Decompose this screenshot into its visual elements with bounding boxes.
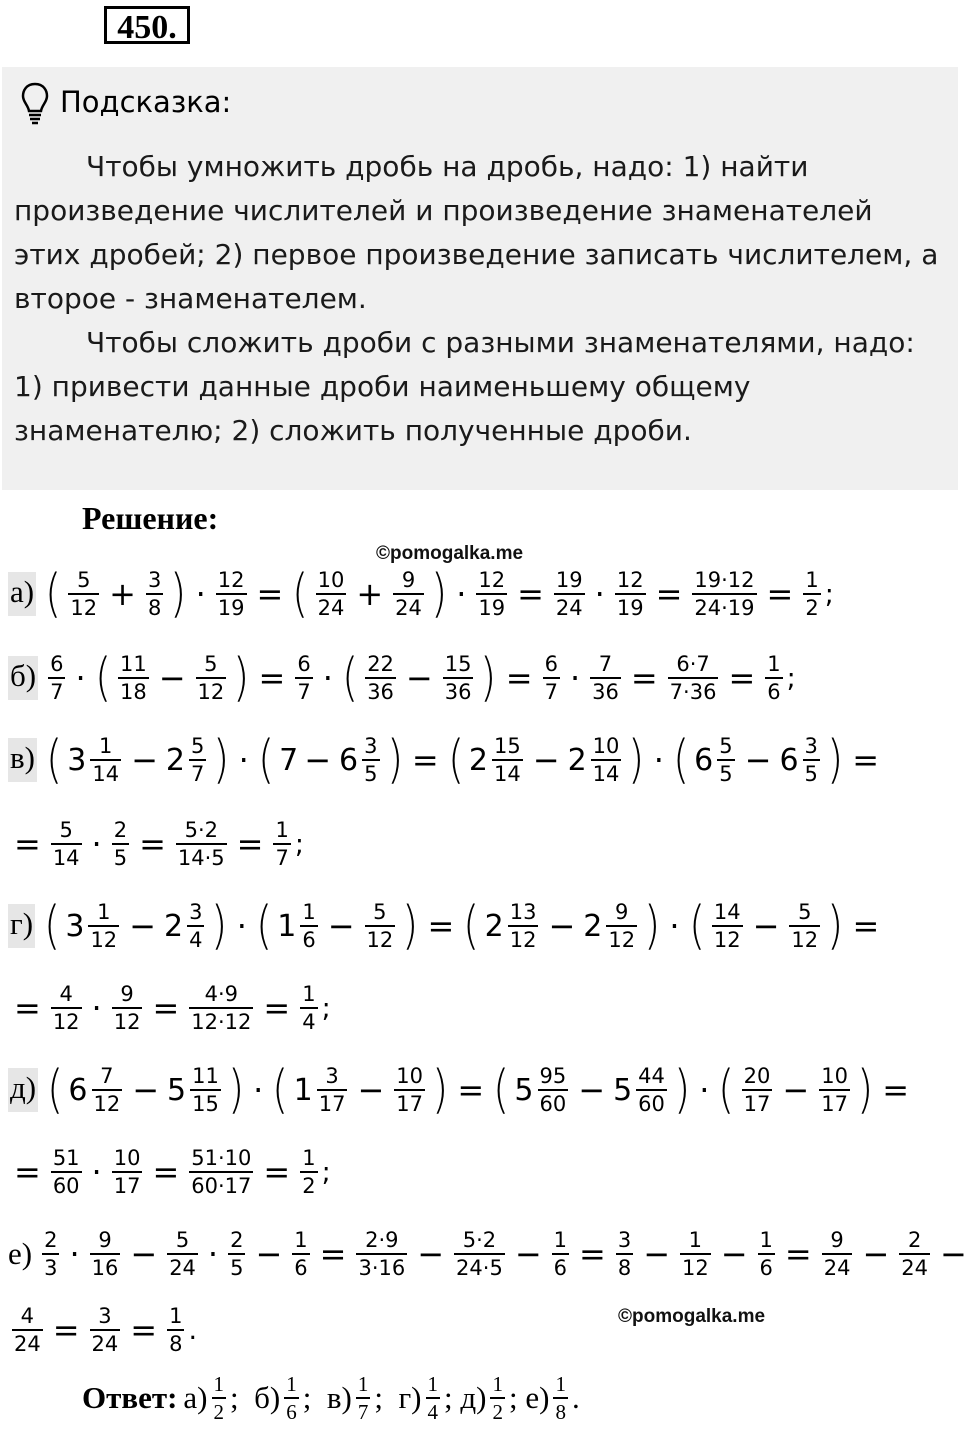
fraction: 13 12 [509, 900, 537, 952]
answer-label: б) [254, 1380, 281, 1415]
watermark: ©pomogalka.me [376, 543, 524, 564]
fraction: $\frac{3}{8}$ [147, 568, 162, 620]
fraction: $\frac{10}{17}$ [821, 1064, 848, 1116]
fraction: $\frac{2}{5}$ [113, 818, 128, 870]
fraction: 1 14 [92, 734, 120, 786]
line-v-2: = $\frac{5}{14}$ · $\frac{2}{5}$ = $\frac{5\cdot 2}{14\cdot 5}$ = $\frac{1}{7}$ ; [14, 818, 304, 870]
fraction: 15 14 [494, 734, 521, 786]
label-b: б) [8, 656, 38, 700]
fraction: $\frac{9}{12}$ [113, 982, 141, 1034]
fraction: 1 6 [286, 1372, 297, 1424]
fraction: 11 18 [119, 652, 147, 704]
fraction: $\frac{1}{7}$ [275, 818, 289, 870]
answer-label: а) [183, 1380, 208, 1415]
fraction: 20 17 [743, 1064, 771, 1116]
fraction: $\frac{1}{4}$ [302, 982, 316, 1034]
hint-box [2, 67, 958, 490]
fraction: $\frac{1}{6}$ [294, 1228, 308, 1280]
fraction: $\frac{19}{24}$ [555, 568, 583, 620]
fraction: 6 7 [50, 652, 64, 704]
fraction: $\frac{2\cdot 9}{3\cdot 16}$ [358, 1228, 406, 1280]
fraction: $\frac{5}{12}$ [366, 900, 394, 952]
fraction: $\frac{6}{7}$ [544, 652, 558, 704]
fraction: 1 7 [357, 1372, 369, 1424]
fraction: 10 24 [317, 568, 345, 620]
fraction: $\frac{2}{24}$ [901, 1228, 929, 1280]
fraction: $\frac{5}{12}$ [197, 652, 225, 704]
fraction: 1 4 [427, 1372, 438, 1424]
solution-title: Решение: [82, 500, 219, 536]
fraction: $\frac{1}{12}$ [682, 1228, 709, 1280]
line-d: д) ( 6 7 12 − 5 11 15 ) · ( 1 3 17 − $\frac{10}{17}$ ) = ( 5 95 60 − 5 44 60 ) · ( 20 17 − $\frac{10}{17}$ ) = [10, 1060, 910, 1120]
fraction: 2 5 [230, 1228, 244, 1280]
fraction: $\frac{15}{36}$ [444, 652, 472, 704]
fraction: $\frac{5\cdot 2}{24\cdot 5}$ [456, 1228, 503, 1280]
fraction: $\frac{1}{2}$ [302, 1146, 316, 1198]
fraction: 10 14 [592, 734, 620, 786]
fraction: $\frac{6}{7}$ [297, 652, 311, 704]
answer-title: Ответ: [82, 1380, 178, 1415]
fraction: 2 3 [44, 1228, 58, 1280]
line-v: в) ( 3 1 14 − 2 5 7 ) · ( 7 − 6 3 5 ) = ( 2 15 14 − 2 10 14 ) · ( 6 5 5 − 6 3 5 ) = [10, 730, 880, 790]
label-g: г) [8, 904, 35, 948]
fraction: $\frac{51}{60}$ [52, 1146, 80, 1198]
fraction: 3 5 [804, 734, 818, 786]
fraction: $\frac{4\cdot 9}{12\cdot 12}$ [191, 982, 252, 1034]
hint-paragraph: Чтобы умножить дробь на дробь, надо: 1) найти произведение числителей и произведение знаменателей этих дробей; 2) первое произведение записать числителем, а второе - знаменателем. [14, 150, 939, 315]
watermark-2: ©pomogalka.me [618, 1306, 766, 1327]
fraction: 7 12 [93, 1064, 121, 1116]
fraction: 44 60 [638, 1064, 665, 1116]
fraction: $\frac{9}{24}$ [395, 568, 422, 620]
fraction: 1 8 [555, 1372, 566, 1424]
fraction: $\frac{51\cdot 10}{60\cdot 17}$ [191, 1146, 252, 1198]
label-a: а) [8, 572, 36, 616]
fraction: $\frac{12}{19}$ [616, 568, 644, 620]
fraction: $\frac{10}{17}$ [396, 1064, 424, 1116]
fraction: 9 16 [91, 1228, 119, 1280]
answer-label: г) [398, 1380, 422, 1415]
fraction: 1 12 [90, 900, 118, 952]
fraction: 1 6 [302, 900, 316, 952]
fraction: $\frac{3}{24}$ [91, 1304, 119, 1356]
fraction: $\frac{5\cdot 2}{14\cdot 5}$ [177, 818, 225, 870]
line-e-2: $\frac{4}{24}$ = $\frac{3}{24}$ = $\frac{1}{8}$ . [14, 1304, 198, 1356]
fraction: $\frac{1}{6}$ [767, 652, 781, 704]
line-g-2: = $\frac{4}{12}$ · $\frac{9}{12}$ = $\frac{4\cdot 9}{12\cdot 12}$ = $\frac{1}{4}$ ; [14, 982, 331, 1034]
fraction: $\frac{5}{14}$ [52, 818, 80, 870]
lightbulb-icon [20, 81, 50, 125]
fraction: $\frac{1}{2}$ [805, 568, 819, 620]
fraction: $\frac{19\cdot 12}{24\cdot 19}$ [694, 568, 755, 620]
fraction: 14 12 [713, 900, 741, 952]
line-d-2: = $\frac{51}{60}$ · $\frac{10}{17}$ = $\frac{51\cdot 10}{60\cdot 17}$ = $\frac{1}{2}$ ; [14, 1146, 331, 1198]
label-e: е) [8, 1236, 33, 1271]
fraction: 5 12 [70, 568, 98, 620]
fraction: 3 17 [318, 1064, 346, 1116]
fraction: $\frac{12}{19}$ [217, 568, 245, 620]
fraction: $\frac{5}{24}$ [169, 1228, 196, 1280]
fraction: $\frac{1}{8}$ [169, 1304, 183, 1356]
label-v: в) [8, 738, 37, 782]
answer-label: в) [326, 1380, 352, 1415]
fraction: $\frac{9}{24}$ [823, 1228, 851, 1280]
hint-text [14, 145, 944, 453]
fraction: 11 15 [192, 1064, 219, 1116]
fraction: $\frac{3}{8}$ [617, 1228, 632, 1280]
hint-paragraph: Чтобы сложить дроби с разными знаменателями, надо: 1) привести данные дроби наименьшему общему знаменателю; 2) сложить полученные дроби. [14, 326, 915, 447]
line-b: б) 6 7 · ( 11 18 − $\frac{5}{12}$ ) = $\frac{6}{7}$ · ( 22 36 − $\frac{15}{36}$ ) = $\frac{6}{7}$ · $\frac{7}{36}$ = $\frac{6\cdot 7}{7\cdot 36}$ = $\frac{1}{6}$ ; [10, 648, 796, 708]
fraction: 1 2 [213, 1372, 224, 1424]
fraction: 3 4 [189, 900, 203, 952]
fraction: $\frac{5}{12}$ [791, 900, 819, 952]
fraction: 3 5 [364, 734, 378, 786]
fraction: 1 2 [492, 1372, 503, 1424]
fraction: $\frac{1}{6}$ [553, 1228, 567, 1280]
hint-title: Подсказка: [60, 85, 232, 119]
line-e: е) 2 3 · 9 16 − $\frac{5}{24}$ · 2 5 − $\frac{1}{6}$ = $\frac{2\cdot 9}{3\cdot 16}$ − $\frac{5\cdot 2}{24\cdot 5}$ − $\frac{1}{6}$ = $\frac{3}{8}$ − $\frac{1}{12}$ − $\frac{1}{6}$ = $\frac{9}{24}$ − $\frac{2}{24}$ − [8, 1228, 967, 1280]
fraction: 9 12 [608, 900, 636, 952]
fraction: 5 5 [719, 734, 733, 786]
fraction: $\frac{12}{19}$ [478, 568, 506, 620]
task-number: 450. [104, 6, 190, 44]
line-g: г) ( 3 1 12 − 2 3 4 ) · ( 1 1 6 − $\frac{5}{12}$ ) = ( 2 13 12 − 2 9 12 ) · ( 14 12 − $\frac{5}{12}$ ) = [10, 896, 880, 956]
answer-label: е) [525, 1380, 550, 1415]
answer-label: д) [460, 1380, 487, 1415]
fraction: $\frac{6\cdot 7}{7\cdot 36}$ [669, 652, 717, 704]
fraction: 95 60 [539, 1064, 567, 1116]
fraction: $\frac{7}{36}$ [592, 652, 619, 704]
fraction: $\frac{10}{17}$ [113, 1146, 141, 1198]
fraction: $\frac{4}{12}$ [52, 982, 80, 1034]
answer-line: Ответ: а) 1 2 ; б) 1 6 ; в) 1 7 ; г) 1 4 ; д) 1 2 ; е) 1 8 . [82, 1372, 580, 1424]
fraction: $\frac{1}{6}$ [759, 1228, 773, 1280]
line-a: а) ( 5 12 + $\frac{3}{8}$ ) · $\frac{12}{19}$ = ( 10 24 + $\frac{9}{24}$ ) · $\frac{12}{19}$ = $\frac{19}{24}$ · $\frac{12}{19}$ = $\frac{19\cdot 12}{24\cdot 19}$ = $\frac{1}{2}$ ; [10, 564, 834, 624]
fraction: 5 7 [191, 734, 205, 786]
label-d: д) [8, 1068, 38, 1112]
fraction: $\frac{4}{24}$ [14, 1304, 41, 1356]
fraction: 22 36 [367, 652, 394, 704]
